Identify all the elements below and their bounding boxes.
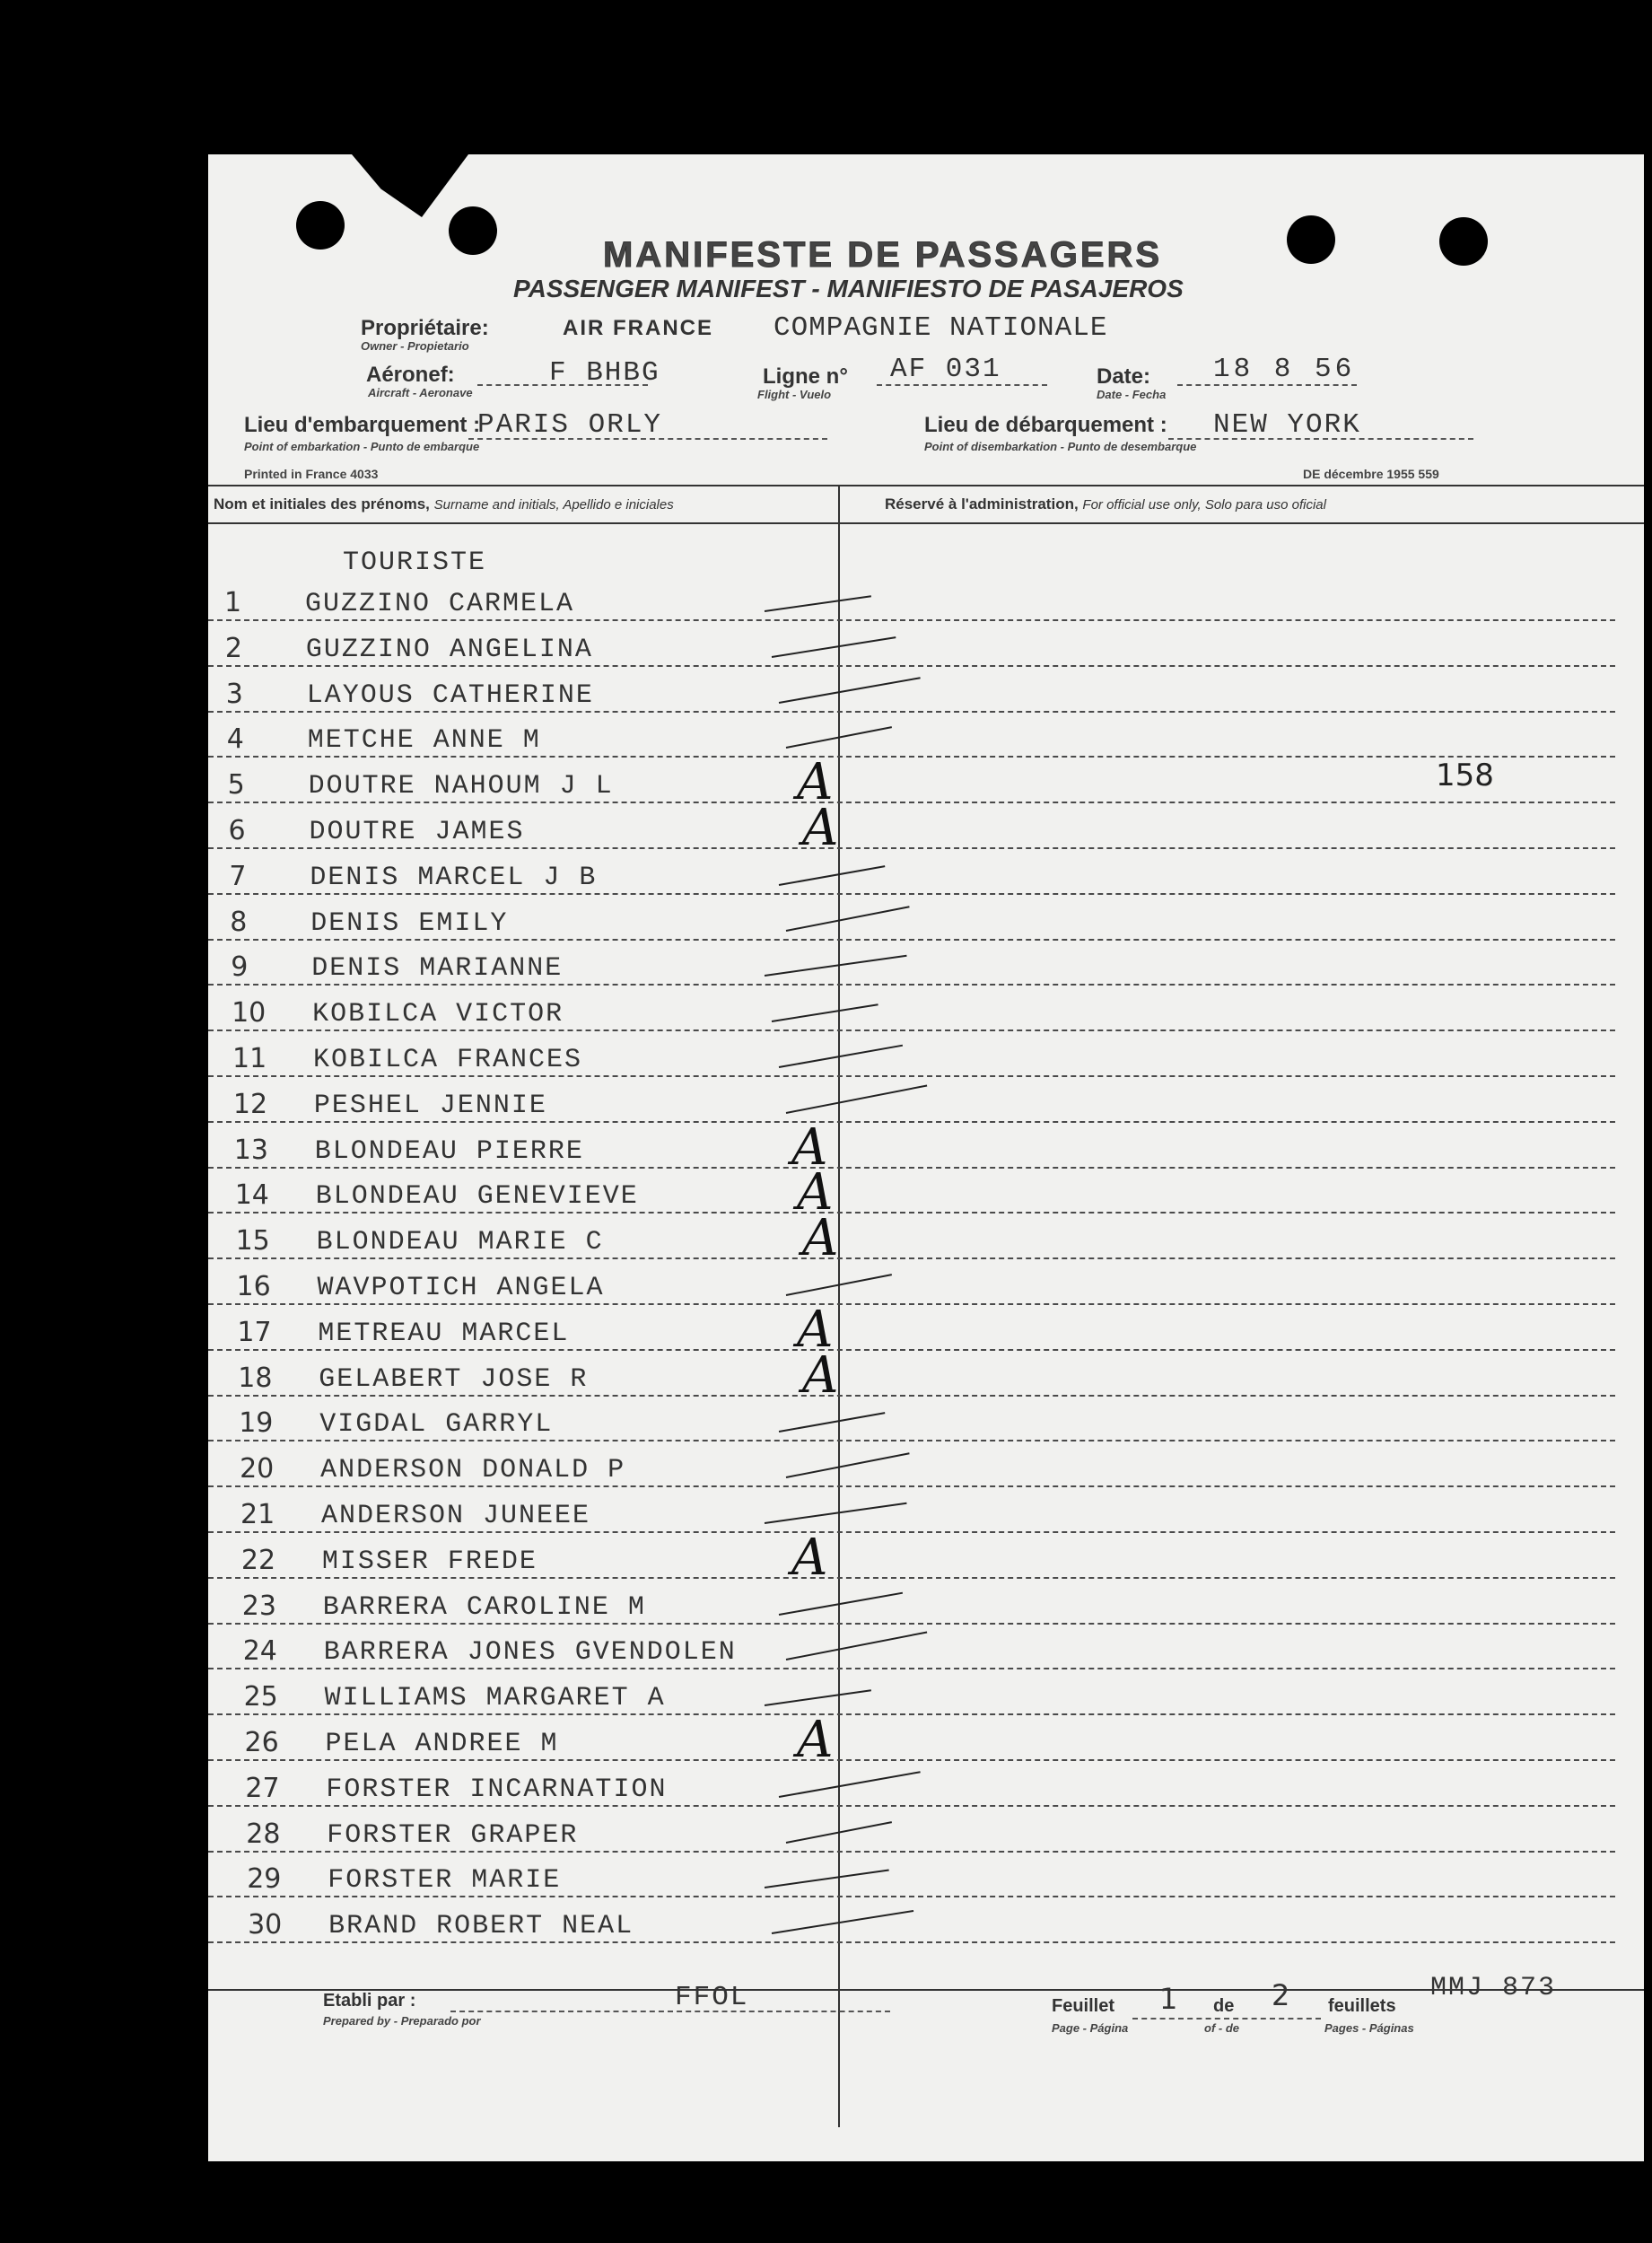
passenger-number: 10 — [232, 997, 267, 1030]
check-mark-a: A — [797, 753, 834, 812]
check-mark-a: A — [797, 1300, 834, 1359]
passenger-name: METCHE ANNE M — [307, 725, 541, 757]
check-mark-a: A — [802, 1209, 839, 1268]
row-line — [208, 1623, 1615, 1625]
passenger-number: 29 — [247, 1863, 282, 1896]
table-bottom-line — [208, 1989, 1644, 1991]
row-line — [208, 1485, 1615, 1487]
aircraft-sub: Aircraft - Aeronave — [368, 386, 473, 399]
tick-stroke — [772, 1910, 913, 1934]
sheet-value: 1 — [1159, 1982, 1178, 2016]
check-mark-a: A — [791, 1528, 828, 1587]
tick-stroke — [779, 1045, 903, 1068]
row-line — [208, 1713, 1615, 1715]
stamp: MMJ 873 — [1430, 1973, 1557, 2003]
passenger-number: 12 — [232, 1088, 268, 1120]
flight-value: AF 031 — [890, 354, 1001, 385]
passenger-name: DENIS EMILY — [310, 907, 509, 939]
form-code: DE décembre 1955 559 — [1303, 467, 1439, 481]
passenger-name: FORSTER GRAPER — [327, 1819, 579, 1851]
passenger-number: 27 — [245, 1772, 280, 1804]
passenger-name: PELA ANDREE M — [325, 1729, 559, 1759]
date-underline — [1177, 384, 1357, 386]
pages-underline — [1132, 2018, 1321, 2020]
row-line — [208, 711, 1615, 713]
row-line — [208, 893, 1615, 895]
tick-stroke — [779, 1413, 886, 1433]
passenger-number: 25 — [243, 1681, 278, 1713]
passenger-name: GUZZINO ANGELINA — [305, 634, 593, 665]
passenger-name: METREAU MARCEL — [318, 1318, 570, 1349]
disembark-label: Lieu de débarquement : — [924, 413, 1167, 437]
sheets-sub: Pages - Páginas — [1324, 2021, 1414, 2035]
row-line — [208, 1440, 1615, 1441]
of-sub: of - de — [1204, 2021, 1239, 2035]
aircraft-value: F BHBG — [549, 357, 660, 389]
passenger-name: MISSER FREDE — [321, 1546, 538, 1577]
column-divider — [838, 485, 840, 2127]
passenger-name: WAVPOTICH ANGELA — [317, 1273, 605, 1303]
passenger-number: 21 — [240, 1499, 275, 1530]
row-line — [208, 939, 1615, 941]
passenger-name: DENIS MARIANNE — [311, 953, 564, 985]
disembark-underline — [1168, 438, 1473, 440]
passenger-name: FORSTER MARIE — [328, 1865, 562, 1897]
row-line — [208, 1167, 1615, 1169]
row-line — [208, 1349, 1615, 1351]
check-mark-a: A — [802, 1345, 839, 1405]
tick-stroke — [765, 595, 871, 612]
row-line — [208, 1395, 1615, 1397]
passenger-name: BLONDEAU PIERRE — [314, 1135, 584, 1167]
passenger-number: 15 — [235, 1225, 270, 1257]
punch-hole-right-2 — [1439, 217, 1488, 266]
embark-label: Lieu d'embarquement : — [244, 413, 481, 437]
owner-sub: Owner - Propietario — [361, 339, 469, 353]
date-value: 18 8 56 — [1213, 354, 1356, 385]
passenger-name: ANDERSON JUNEEE — [321, 1501, 591, 1531]
aircraft-underline — [477, 384, 648, 386]
row-line — [208, 1759, 1615, 1761]
passenger-number: 2 — [224, 632, 242, 664]
passenger-number: 17 — [237, 1316, 272, 1348]
title-en-es: PASSENGER MANIFEST - MANIFIESTO DE PASAJEROS — [513, 275, 1184, 302]
prepared-sub: Prepared by - Preparado por — [323, 2014, 481, 2028]
check-mark-a: A — [791, 1117, 828, 1177]
row-line — [208, 1075, 1615, 1077]
passenger-number: 20 — [240, 1453, 275, 1485]
row-line — [208, 984, 1615, 986]
passenger-number: 9 — [231, 951, 249, 984]
torn-corner — [352, 154, 468, 217]
passenger-name: GUZZINO CARMELA — [305, 589, 575, 619]
title-fr: MANIFESTE DE PASSAGERS — [603, 235, 1163, 275]
check-mark-a: A — [797, 1711, 834, 1769]
passenger-name: KOBILCA VICTOR — [312, 999, 564, 1030]
passenger-number: 19 — [239, 1407, 274, 1440]
row-line — [208, 1121, 1615, 1123]
embark-underline — [468, 438, 827, 440]
passenger-number: 26 — [244, 1727, 279, 1758]
admin-column-title: Réservé à l'administration, — [885, 495, 1079, 513]
passenger-number: 24 — [242, 1635, 277, 1668]
check-mark-a: A — [797, 1163, 834, 1222]
row-line — [208, 1941, 1615, 1943]
row-line — [208, 1577, 1615, 1579]
sheet-label: Feuillet — [1052, 1996, 1115, 2016]
check-mark-a: A — [802, 799, 839, 857]
admin-column-subtitle: For official use only, Solo para uso oficial — [1082, 497, 1326, 513]
passenger-name: KOBILCA FRANCES — [313, 1045, 583, 1075]
of-label: de — [1213, 1996, 1235, 2016]
tick-stroke — [786, 1632, 927, 1660]
passenger-name: FORSTER INCARNATION — [326, 1774, 668, 1805]
row-line — [208, 1896, 1615, 1897]
passenger-name: DOUTRE JAMES — [309, 817, 525, 847]
flight-underline — [877, 384, 1047, 386]
prepared-label: Etabli par : — [323, 1991, 416, 2011]
disembark-sub: Point of disembarkation - Punto de desembarque — [924, 440, 1197, 453]
passenger-number: 13 — [233, 1134, 268, 1166]
row-line — [208, 619, 1615, 621]
row-line — [208, 1257, 1615, 1259]
row-line — [208, 1805, 1615, 1807]
row-line — [208, 1303, 1615, 1305]
date-label: Date: — [1097, 364, 1151, 389]
flight-label: Ligne n° — [763, 364, 848, 389]
passenger-name: GELABERT JOSE R — [319, 1363, 589, 1395]
manifest-page — [208, 154, 1644, 2161]
row-line — [208, 847, 1615, 849]
owner-value: AIR FRANCE — [563, 316, 713, 340]
row-line — [208, 1212, 1615, 1213]
passenger-number: 6 — [228, 815, 246, 846]
passenger-name: BARRERA JONES GVENDOLEN — [323, 1637, 737, 1669]
tick-stroke — [772, 1003, 878, 1022]
passenger-number: 1 — [224, 587, 242, 618]
prepared-underline — [450, 2011, 890, 2012]
row-line — [208, 1851, 1615, 1853]
name-column-title: Nom et initiales des prénoms, — [214, 495, 430, 513]
header-bottom-line — [208, 522, 1644, 524]
tick-stroke — [786, 1452, 910, 1478]
row-line — [208, 756, 1615, 758]
passenger-name: BARRERA CAROLINE M — [322, 1591, 646, 1623]
sheets-label: feuillets — [1328, 1996, 1396, 2016]
tick-stroke — [779, 677, 921, 704]
row-line — [208, 665, 1615, 667]
tick-stroke — [772, 636, 896, 658]
passenger-name: LAYOUS CATHERINE — [306, 679, 594, 711]
tick-stroke — [765, 1689, 871, 1706]
admin-note: 158 — [1436, 758, 1494, 793]
tick-stroke — [786, 1084, 927, 1113]
passenger-number: 4 — [226, 723, 244, 756]
sheet-sub: Page - Página — [1052, 2021, 1129, 2035]
tick-stroke — [779, 1591, 903, 1615]
table-top-line — [208, 485, 1644, 486]
passenger-name: PESHEL JENNIE — [313, 1090, 547, 1121]
passenger-name: WILLIAMS MARGARET A — [324, 1683, 666, 1714]
passenger-number: 5 — [227, 769, 245, 802]
tick-stroke — [786, 906, 910, 932]
printed-note: Printed in France 4033 — [244, 467, 379, 481]
owner-label: Propriétaire: — [361, 316, 489, 340]
tick-stroke — [765, 1870, 889, 1888]
tick-stroke — [765, 1503, 907, 1524]
punch-hole-right — [1287, 215, 1335, 264]
passenger-number: 18 — [238, 1362, 273, 1394]
row-line — [208, 802, 1615, 803]
of-value: 2 — [1272, 1978, 1290, 2012]
row-line — [208, 1030, 1615, 1031]
date-sub: Date - Fecha — [1097, 388, 1167, 401]
prepared-value: FFOL — [675, 1982, 749, 2013]
embark-sub: Point of embarkation - Punto de embarque — [244, 440, 480, 453]
passenger-name: ANDERSON DONALD P — [320, 1455, 626, 1486]
row-line — [208, 1531, 1615, 1533]
passenger-name: BLONDEAU MARIE C — [316, 1227, 604, 1258]
passenger-number: 14 — [234, 1179, 269, 1212]
tick-stroke — [765, 955, 907, 977]
punch-hole-left-2 — [449, 206, 497, 255]
name-column-header — [214, 495, 674, 513]
passenger-number: 7 — [229, 860, 247, 892]
passenger-number: 8 — [230, 906, 248, 938]
name-column-subtitle: Surname and initials, Apellido e iniciales — [433, 497, 674, 513]
flight-sub: Flight - Vuelo — [757, 388, 832, 401]
punch-hole-left — [296, 201, 345, 250]
embark-value: PARIS ORLY — [477, 409, 663, 441]
row-line — [208, 1668, 1615, 1669]
aircraft-label: Aéronef: — [366, 363, 455, 387]
passenger-name: BRAND ROBERT NEAL — [328, 1911, 634, 1942]
passenger-name: BLONDEAU GENEVIEVE — [315, 1181, 639, 1213]
passenger-number: 30 — [248, 1909, 283, 1941]
section-label: TOURISTE — [343, 548, 487, 578]
passenger-number: 22 — [240, 1544, 276, 1576]
passenger-name: VIGDAL GARRYL — [319, 1409, 554, 1441]
passenger-number: 23 — [241, 1590, 276, 1622]
passenger-number: 16 — [236, 1271, 271, 1302]
admin-column-header — [885, 495, 1326, 513]
disembark-value: NEW YORK — [1213, 409, 1361, 441]
passenger-name: DOUTRE NAHOUM J L — [308, 771, 614, 802]
passenger-number: 28 — [246, 1818, 281, 1850]
passenger-number: 3 — [225, 678, 243, 710]
owner-value-typed: COMPAGNIE NATIONALE — [774, 312, 1108, 344]
passenger-name: DENIS MARCEL J B — [310, 862, 598, 893]
passenger-number: 11 — [232, 1043, 267, 1074]
tick-stroke — [779, 865, 886, 886]
tick-stroke — [779, 1771, 921, 1798]
